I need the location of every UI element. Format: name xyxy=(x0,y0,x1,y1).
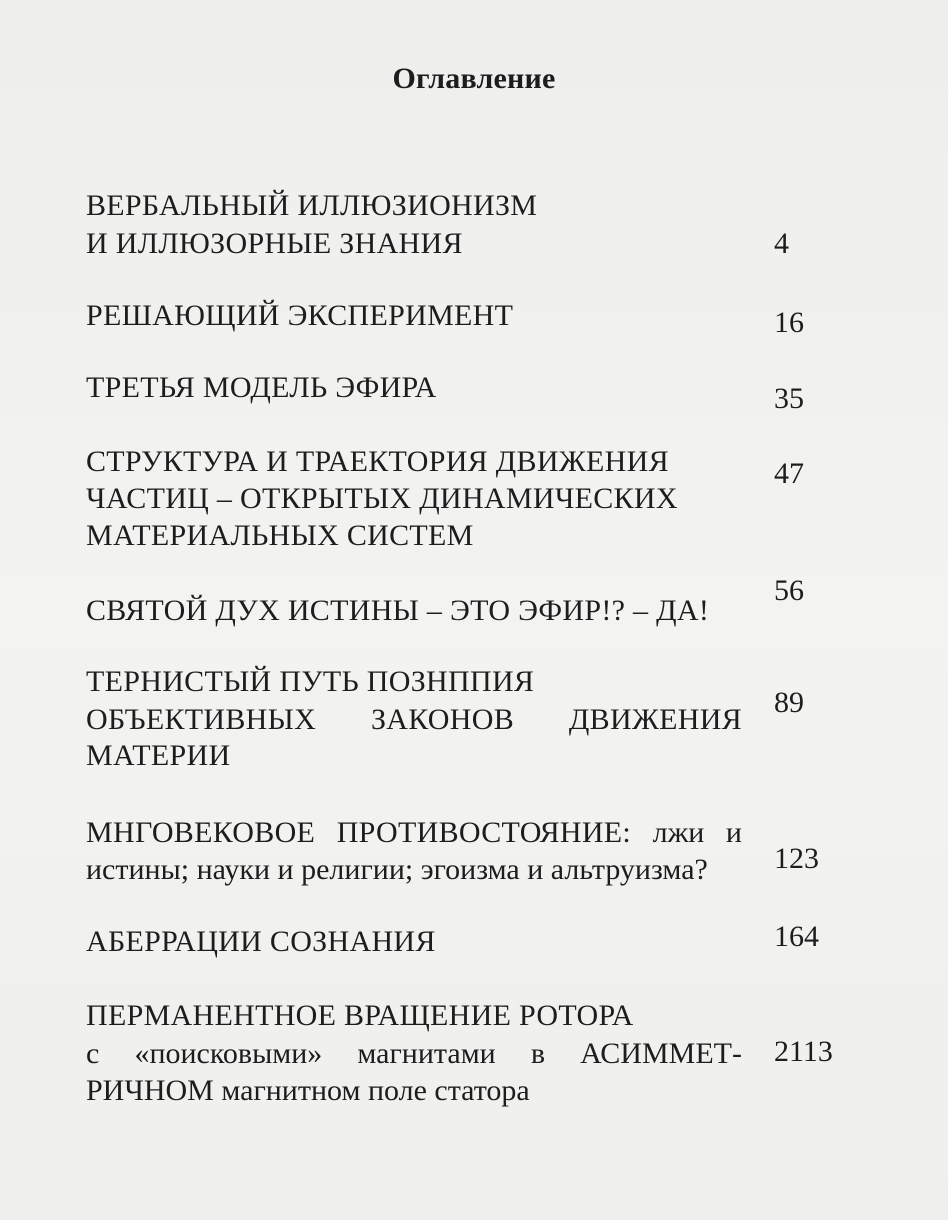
toc-page-number: 16 xyxy=(774,306,804,339)
toc-word: в xyxy=(530,1037,546,1070)
toc-page-number: 4 xyxy=(774,227,789,260)
toc-page-number: 89 xyxy=(774,686,804,719)
toc-entry-title-line: АБЕРРАЦИИ СОЗНАНИЯ xyxy=(86,925,436,958)
toc-page-number: 56 xyxy=(774,574,804,607)
toc-word: ПРОТИВОСТОЯНИЕ: xyxy=(336,816,632,849)
toc-word: АСИММЕТ- xyxy=(580,1037,742,1070)
toc-word: лжи xyxy=(652,816,705,849)
toc-word: «поисковыми» xyxy=(134,1037,323,1070)
toc-entry-title-line: ПЕРМАНЕНТНОЕ ВРАЩЕНИЕ РОТОРА xyxy=(86,999,634,1032)
toc-page-number: 35 xyxy=(774,382,804,415)
toc-entry-title-line: И ИЛЛЮЗОРНЫЕ ЗНАНИЯ xyxy=(86,227,463,260)
toc-word: ЗАКОНОВ xyxy=(370,703,515,736)
toc-word: МНГОВЕКОВОЕ xyxy=(86,816,316,849)
page-title: Оглавление xyxy=(392,62,556,95)
toc-entry-title-line: ВЕРБАЛЬНЫЙ ИЛЛЮЗИОНИЗМ xyxy=(86,189,538,222)
toc-word: ДВИЖЕНИЯ xyxy=(568,703,742,736)
toc-word: и xyxy=(725,816,742,849)
toc-entry-title-line: ЧАСТИЦ – ОТКРЫТЫХ ДИНАМИЧЕСКИХ xyxy=(86,482,678,515)
toc-page-number: 47 xyxy=(774,457,804,490)
toc-entry-title-line: СВЯТОЙ ДУХ ИСТИНЫ – ЭТО ЭФИР!? – ДА! xyxy=(86,594,710,627)
toc-entry-title-line: ТЕРНИСТЫЙ ПУТЬ ПОЗНППИЯ xyxy=(86,665,535,698)
toc-entry-title-line: РЕШАЮЩИЙ ЭКСПЕРИМЕНТ xyxy=(86,299,514,332)
toc-word: с xyxy=(86,1037,100,1070)
toc-page-number: 2113 xyxy=(774,1035,833,1068)
toc-entry-justified-line xyxy=(86,701,742,739)
toc-entry-justified-line xyxy=(86,1035,742,1073)
toc-entry-title-line: МАТЕРИАЛЬНЫХ СИСТЕМ xyxy=(86,519,474,552)
toc-page-number: 164 xyxy=(774,920,819,953)
toc-entry-title-line: ТРЕТЬЯ МОДЕЛЬ ЭФИРА xyxy=(86,371,437,404)
toc-entry-justified-line xyxy=(86,814,742,852)
toc-entry-title-line: РИЧНОМ магнитном поле статора xyxy=(86,1074,530,1107)
toc-page-number: 123 xyxy=(774,842,819,875)
toc-entry-title-line: СТРУКТУРА И ТРАЕКТОРИЯ ДВИЖЕНИЯ xyxy=(86,445,669,478)
toc-word: ОБЪЕКТИВНЫХ xyxy=(86,703,317,736)
toc-entry-title-line: МАТЕРИИ xyxy=(86,739,231,772)
toc-entry-title-line: истины; науки и религии; эгоизма и альтруизма? xyxy=(86,853,708,886)
toc-word: магнитами xyxy=(357,1037,496,1070)
